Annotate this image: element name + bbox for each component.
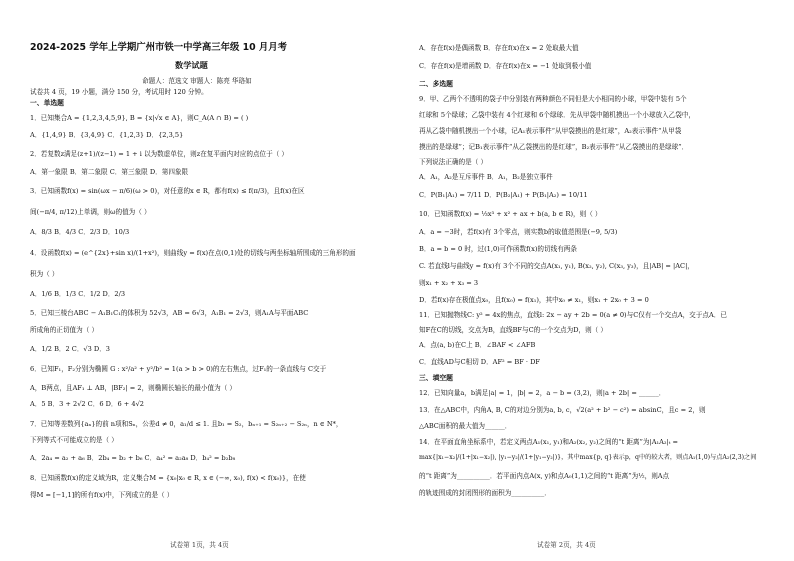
question-line: 所成角的正切值为（ ） xyxy=(30,326,99,334)
option-line: B．a = b = 0 时，过(1,0)可作函数f(x)的切线有两条 xyxy=(419,245,577,253)
question-line: 下列说法正确的是（ ） xyxy=(419,158,488,166)
question-line: 红球和 5个绿球；乙袋中装有 4个红球和 6个绿球．先从甲袋中随机摸出一个小球放入乙袋中， xyxy=(419,111,696,119)
question-line: 11．已知抛物线C: y² = 4x的焦点，直线l: 2x − ay + 2b = 0(a ≠ 0)与C仅有一个交点A，交于点A．已 xyxy=(419,311,727,319)
question-line: 3．已知函数f(x) = sin(ωx − π/6)(ω > 0)，对任意的x ∈ R，都有f(x) ≤ f(π/3)，且f(x)在区 xyxy=(30,187,305,195)
question-line: 13．在△ABC中，内角A, B, C的对边分别为a, b, c，√2(a² + b² − c²) = absinC，且c = 2，则 xyxy=(419,406,706,414)
question-line: 1．已知集合A = {1,2,3,4,5,9}, B = {x|√x ∈ A}，则C_A(A ∩ B) = ( ) xyxy=(30,114,249,122)
question-line: max{|x₁−x₂|/(1+|x₁−x₂|), |y₁−y₂|/(1+|y₁−y₂|)}，其中max{p, q}表示p，q中的较大者，则点A₁(1,0)与点A₂(2,3)之间 xyxy=(419,454,757,461)
question-line: 14．在平面直角坐标系中，若定义两点A₁(x₁, y₁)和A₂(x₂, y₂)之间的“t 距离”为|A₁A₂|ₜ = xyxy=(419,438,678,446)
option-line: A．2a₄ = a₂ + a₆ B．2b₄ = b₂ + b₆ C．a₄² = a₂a₈ D．b₄² = b₂b₈ xyxy=(30,454,236,462)
option-line: A．1/2 B．2 C．√3 D．3 xyxy=(30,345,111,353)
section-heading-multi-choice: 二、多选题 xyxy=(419,80,453,88)
exam-info: 试卷共 4 页，19 小题，满分 150 分，考试用时 120 分钟。 xyxy=(30,88,208,96)
option-line: A．第一象限 B．第二象限 C．第三象限 D．第四象限 xyxy=(30,168,189,176)
question-line: 8．已知函数f(x)的定义域为R，定义集合M = {x₀|x₀ ∈ R, x ∈ (−∞, x₀), f(x) < f(x₀)}，在使 xyxy=(30,474,306,482)
question-line: A，B两点，且AF₁ ⊥ AB，|BF₂| = 2，则椭圆长轴长的最小值为（ ） xyxy=(30,384,236,392)
page-right xyxy=(397,0,794,561)
question-line: 的轨迹围成的封闭图形的面积为__________． xyxy=(419,489,551,497)
option-line: C．直线AD与C相切 D．AF² = BF · DF xyxy=(419,358,540,366)
question-line: 2．若复数z满足(z+1)/(z−1) = 1 + i 以为数虚单位，则z在复平面内对应的点位于（ ） xyxy=(30,150,289,158)
option-line: 则x₁ + x₂ + x₃ = 3 xyxy=(419,279,479,287)
question-line: 得M = [−1,1]的所有f(x)中，下列成立的是（ ） xyxy=(30,491,174,499)
option-line: C. 若直线l与曲线y = f(x)有 3个不同的交点A(x₁, y₁), B(x₂, y₂), C(x₃, y₃)，且|AB| = |AC|， xyxy=(419,262,694,270)
option-line: A．{1,4,9} B．{3,4,9} C．{1,2,3} D．{2,3,5} xyxy=(30,131,184,139)
question-line: 下列等式不可能成立的是（ ） xyxy=(30,436,118,444)
option-line: A．5 B．3 + 2√2 C．6 D．6 + 4√2 xyxy=(30,400,144,408)
option-line: C．存在f(x)是增函数 D．存在f(x)在x = −1 处取到极小值 xyxy=(419,62,592,70)
option-line: D．若f(x)存在极值点x₀，且f(x₀) = f(x₁)，其中x₀ ≠ x₁，则x₁ + 2x₀ + 3 = 0 xyxy=(419,296,649,304)
exam-title: 2024-2025 学年上学期广州市铁一中学高三年级 10 月月考 xyxy=(30,42,288,53)
option-line: A．存在f(x)是偶函数 B．存在f(x)在x = 2 处取最大值 xyxy=(419,44,579,52)
authors-line: 命题人：范选文 审题人：陈亮 华珞如 xyxy=(142,77,252,85)
question-line: 5．已知三棱台ABC − A₁B₁C₁的体积为 52√3，AB = 6√3，A₁B₁ = 2√3，则A₁A与平面ABC xyxy=(30,309,309,317)
option-line: A．8/3 B．4/3 C．2/3 D．10/3 xyxy=(30,228,130,236)
question-line: 7．已知等差数列{aₙ}的前 n项和Sₙ，公差d ≠ 0，a₁/d ≤ 1. 且b₁ = S₂，bₙ₊₁ = S₂ₙ₊₂ − S₂ₙ，n ∈ N*， xyxy=(30,420,343,428)
question-line: 摸出的是绿球”；记B₁表示事件“从乙袋摸出的是红球”，B₂表示事件“从乙袋摸出的是绿球”． xyxy=(419,143,689,151)
question-line: 间(−π/4, π/12)上单调，则ω的值为（ ） xyxy=(30,208,151,216)
question-line: 12．已知向量a，b满足|a| = 1，|b| = 2，a − b = (3,2)，则|a + 2b| = ______． xyxy=(419,389,666,397)
option-line: A．A₁，A₂是互斥事件 B．A₁，B₂是独立事件 xyxy=(419,173,553,181)
question-line: 4．设函数f(x) = (e^{2x}+sin x)/(1+x²)，则曲线y = f(x)在点(0,1)处的切线与两坐标轴所围成的三角形的面 xyxy=(30,249,356,257)
page-footer: 试卷第 2页，共 4页 xyxy=(537,541,596,549)
question-line: 再从乙袋中随机摸出一个小球，记A₁表示事件“从甲袋摸出的是红球”，A₂表示事件“从甲袋 xyxy=(419,127,682,135)
section-heading-single-choice: 一、单选题 xyxy=(30,99,64,107)
question-line: 知F在C的切线，交点为B，直线BF与C的一个交点为D，则（ ） xyxy=(419,326,607,334)
option-line: A．a = −3时，若f(x)有 3个零点，则实数b的取值范围是(−9, 5/3) xyxy=(419,228,618,236)
question-line: △ABC面积的最大值为______． xyxy=(419,422,512,430)
question-line: 积为（ ） xyxy=(30,270,59,278)
option-line: C．P(B₁|A₁) = 7/11 D．P(B₂|A₁) + P(B₁|A₂) = 10/11 xyxy=(419,191,588,199)
option-line: A．点(a, b)在C上 B．∠BAF < ∠AFB xyxy=(419,341,536,349)
question-line: 6．已知F₁，F₂分别为椭圆 G : x²/a² + y²/b² = 1(a > b > 0)的左右焦点，过F₁的一条直线与 C交于 xyxy=(30,365,327,373)
page-footer: 试卷第 1页，共 4页 xyxy=(170,541,229,549)
section-heading-fill-blank: 三、填空题 xyxy=(419,374,453,382)
question-line: 10．已知函数f(x) = ⅓x³ + x² + ax + b(a, b ∈ R)，则（ ） xyxy=(419,210,602,218)
option-line: A．1/6 B．1/3 C．1/2 D．2/3 xyxy=(30,290,126,298)
question-line: 9．甲、乙两个不透明的袋子中分别装有两种颜色不同但是大小相同的小球，甲袋中装有 5个 xyxy=(419,95,687,103)
question-line: 的“t 距离”为__________．若平面内点A(x, y)和点A₀(1,1)之间的“t 距离”为½，则A点 xyxy=(419,472,670,480)
exam-subtitle: 数学试题 xyxy=(175,60,208,70)
